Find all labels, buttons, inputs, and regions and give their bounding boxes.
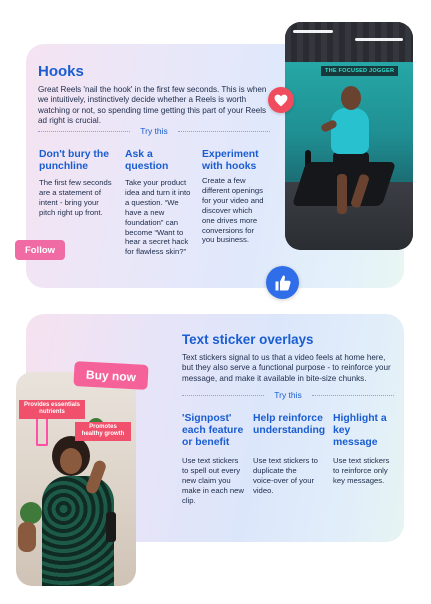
- stickers-tip-2-title: Help reinforce understanding: [253, 413, 326, 436]
- sticker-nutrients: Provides essentials nutrients: [19, 400, 85, 419]
- hooks-tip-2-title: Ask a question: [125, 149, 169, 172]
- thumbs-up-icon: [266, 266, 299, 299]
- hooks-intro: Great Reels 'nail the hook' in the first few seconds. This is when we intuitively, instinctively decide whether a Reels is worth watching or not, so spending time getting this part of your Reels ad right is crucial.: [38, 85, 267, 126]
- follow-button[interactable]: Follow: [15, 240, 65, 260]
- hooks-try-label: Try this: [140, 126, 168, 136]
- hooks-tip-3-text: Create a few different openings for your video and discover which one drives more conversions for you business.: [202, 176, 264, 245]
- buy-now-button[interactable]: Buy now: [73, 361, 148, 390]
- stickers-title: Text sticker overlays: [182, 332, 314, 347]
- hooks-tip-1-text: The first few seconds are a statement of intent - bring your pitch right up front.: [39, 178, 112, 217]
- hooks-tip-3-title: Experiment with hooks: [202, 149, 259, 172]
- stickers-tip-2-text: Use text stickers to duplicate the voice-over of your video.: [253, 456, 318, 495]
- hooks-tip-1-title: Don't bury the punchline: [39, 149, 110, 172]
- stickers-tip-3-text: Use text stickers to reinforce only key messages.: [333, 456, 390, 485]
- stickers-intro: Text stickers signal to us that a video feels at home here, but they also serve a functional purpose - to reinforce your message, and make it available in bite-size chunks.: [182, 353, 391, 383]
- hooks-try-divider: [38, 126, 270, 136]
- stickers-tip-3-title: Highlight a key message: [333, 413, 387, 448]
- hooks-tip-2-text: Take your product idea and turn it into a question. “We have a new foundation” can become “Want to hear a secret hack for flawless skin?”: [125, 178, 191, 257]
- stickers-tip-1-title: 'Signpost' each feature or benefit: [182, 413, 244, 448]
- sticker-growth: Promotes healthy growth: [75, 422, 131, 441]
- stickers-tip-1-text: Use text stickers to spell out every new claim you make in each new clip.: [182, 456, 244, 505]
- stickers-try-label: Try this: [274, 390, 302, 400]
- stickers-try-divider: [182, 390, 394, 400]
- jogger-photo: [285, 22, 413, 250]
- heart-icon: [268, 87, 294, 113]
- hooks-title: Hooks: [38, 63, 84, 80]
- jogger-tag: THE FOCUSED JOGGER: [321, 66, 398, 76]
